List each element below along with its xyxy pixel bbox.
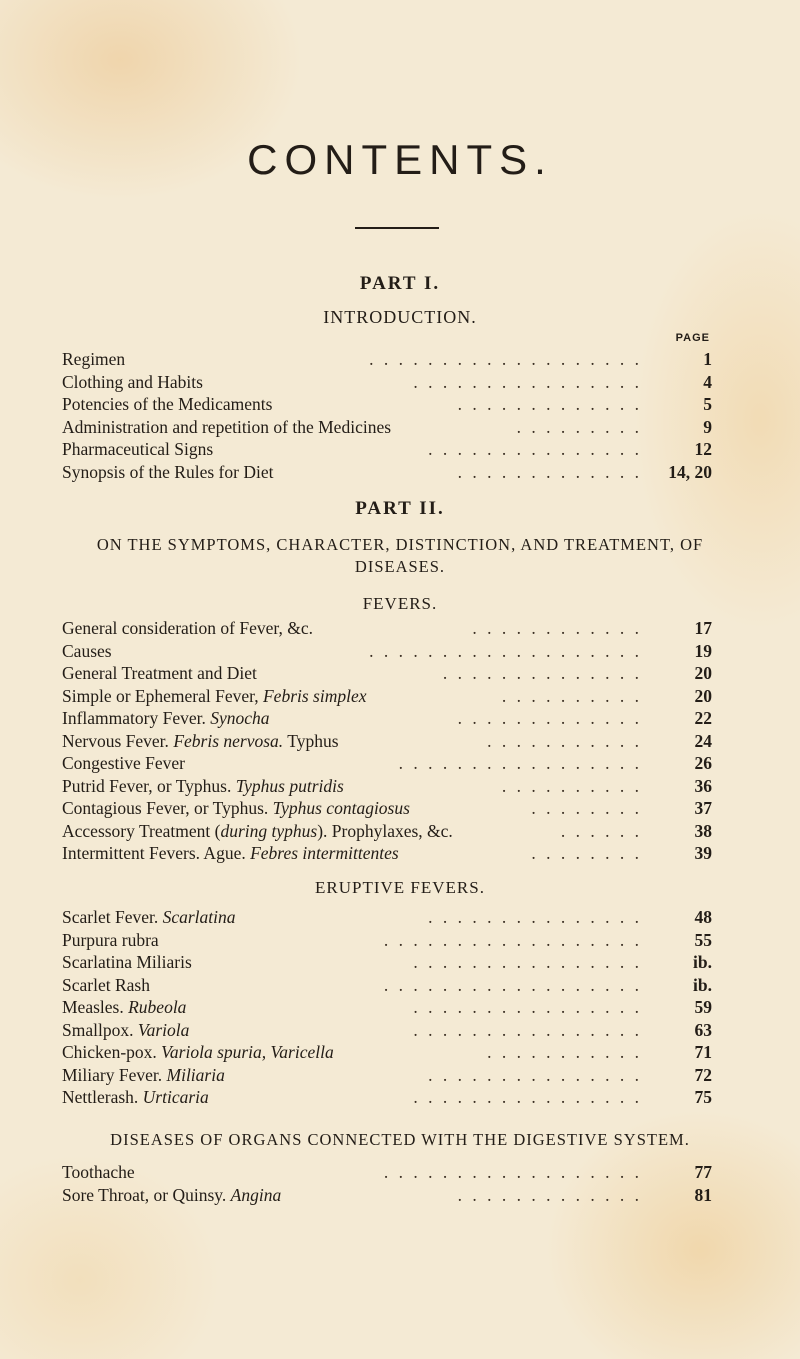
toc-entry-latin-name: Scarlatina — [162, 907, 236, 927]
toc-entry — [62, 438, 712, 461]
toc-entry-title — [62, 820, 453, 843]
toc-entry-text: Regimen — [62, 349, 126, 369]
toc-entry-page: 48 — [694, 907, 712, 927]
dot-leader: . . . . . . . . . . . . . — [457, 708, 642, 728]
toc-entry — [62, 820, 712, 843]
toc-entry-latin-name: Angina — [230, 1184, 282, 1205]
toc-entry-text: Putrid Fever, or Typhus. — [62, 775, 232, 796]
dot-leader: . . . . . . — [560, 820, 642, 841]
dot-leader: . . . . . . . . . . . . . . — [442, 663, 642, 683]
part1-heading: PART I. — [359, 273, 441, 294]
dot-leader: . . . . . . . . . . . . . — [457, 1184, 642, 1205]
toc-entry-title — [62, 929, 159, 952]
toc-entry-text: Toothache — [62, 1162, 135, 1182]
toc-entry-latin-name: Febris nervosa. — [173, 730, 284, 751]
toc-entry-text: Synopsis of the Rules for Diet — [62, 461, 274, 482]
toc-entry-text: Scarlet Fever. — [62, 907, 159, 927]
toc-entry-latin-name: Urticaria — [142, 1087, 209, 1107]
toc-entry-text-suffix: Typhus — [287, 730, 339, 751]
toc-entry-page: 9 — [703, 416, 712, 437]
toc-entry-text: Measles. — [62, 997, 124, 1017]
toc-entry-text: Potencies of the Medicaments — [62, 394, 273, 414]
toc-entry-title — [62, 461, 273, 484]
dot-leader: . . . . . . . . . — [516, 416, 642, 437]
toc-entry-latin-name: Variola — [137, 1019, 190, 1040]
title-rule — [355, 227, 439, 229]
toc-entry-latin-name: Miliaria — [166, 1064, 225, 1085]
dot-leader: . . . . . . . . . . — [501, 685, 642, 706]
toc-entry-text: Contagious Fever, or Typhus. — [62, 798, 269, 818]
toc-entry-page: 71 — [694, 1042, 712, 1062]
toc-entry-page: 81 — [694, 1184, 712, 1205]
toc-entry — [62, 974, 712, 997]
toc-entry-page: 39 — [694, 843, 712, 863]
dot-leader: . . . . . . . . . . . . . . . . . — [398, 753, 642, 773]
dot-leader: . . . . . . . . . . . . . . . . — [413, 1087, 642, 1107]
part1-entries — [62, 348, 712, 483]
toc-entry-title — [62, 662, 257, 685]
dot-leader: . . . . . . . . . . . . . . . . . . . — [369, 349, 642, 369]
toc-entry — [62, 797, 712, 820]
toc-entry-title — [62, 730, 339, 753]
toc-entry-title — [62, 842, 399, 865]
toc-entry-title — [62, 640, 112, 663]
dot-leader: . . . . . . . . . . . — [487, 1042, 642, 1062]
toc-entry-title — [62, 906, 236, 929]
toc-entry — [62, 1086, 712, 1109]
toc-entry-title — [62, 1184, 281, 1207]
dot-leader: . . . . . . . . . . . . . . . . . . . — [369, 640, 642, 661]
toc-entry-page: 19 — [694, 640, 712, 661]
toc-entry-text: Causes — [62, 640, 112, 661]
fevers-entries — [62, 617, 712, 865]
toc-entry-text: Chicken-pox. — [62, 1042, 157, 1062]
toc-entry-page: 63 — [694, 1019, 712, 1040]
toc-entry-latin-name: Variola spuria, Varicella — [161, 1042, 334, 1062]
dot-leader: . . . . . . . . . . . . . . . — [428, 439, 642, 459]
toc-entry-latin-name: Febris simplex — [262, 685, 367, 706]
toc-entry-page: 37 — [694, 798, 712, 818]
toc-entry-title — [62, 951, 192, 974]
digestive-entries — [62, 1161, 712, 1206]
toc-entry-title — [62, 797, 410, 820]
toc-entry — [62, 348, 712, 371]
toc-entry — [62, 1019, 712, 1042]
part2-heading: PART II. — [355, 498, 445, 519]
toc-entry-text: Sore Throat, or Quinsy. — [62, 1184, 227, 1205]
page-title: CONTENTS. — [247, 136, 553, 183]
dot-leader: . . . . . . . . . . . . . . . . — [413, 1019, 642, 1040]
toc-entry-text: Miliary Fever. — [62, 1064, 163, 1085]
toc-entry — [62, 906, 712, 929]
toc-entry-text: Smallpox. — [62, 1019, 134, 1040]
dot-leader: . . . . . . . . . . . . — [472, 618, 642, 638]
toc-entry — [62, 1161, 712, 1184]
toc-entry-text: Administration and repetition of the Medicines — [62, 416, 392, 437]
toc-entry-page: 38 — [694, 820, 712, 841]
toc-entry-title — [62, 775, 344, 798]
toc-entry-text: Scarlet Rash — [62, 974, 150, 995]
toc-entry-page: 20 — [694, 685, 712, 706]
toc-entry-text: Nettlerash. — [62, 1087, 139, 1107]
toc-entry-text: Scarlatina Miliaris — [62, 952, 192, 972]
toc-entry-title — [62, 348, 125, 371]
dot-leader: . . . . . . . . . . . . . . . . . . — [383, 1162, 642, 1182]
toc-entry-page: 1 — [703, 349, 712, 369]
toc-entry-page: 24 — [694, 730, 712, 751]
toc-entry — [62, 707, 712, 730]
toc-entry-page: 26 — [694, 753, 712, 773]
part2-subheading-line2: DISEASES. — [354, 557, 446, 576]
dot-leader: . . . . . . . . . . . . . — [457, 461, 642, 482]
toc-entry-text: General Treatment and Diet — [62, 663, 257, 683]
toc-entry-text: Congestive Fever — [62, 753, 185, 773]
toc-entry-page: 20 — [694, 663, 712, 683]
toc-entry-text: Clothing and Habits — [62, 371, 203, 392]
dot-leader: . . . . . . . . . . . . . . . . . . — [383, 929, 642, 950]
toc-entry — [62, 640, 712, 663]
toc-entry — [62, 1041, 712, 1064]
toc-entry-text: Intermittent Fevers. Ague. — [62, 843, 246, 863]
toc-entry-title — [62, 1161, 135, 1184]
toc-entry-title — [62, 617, 313, 640]
toc-entry — [62, 393, 712, 416]
dot-leader: . . . . . . . . . . . . . — [457, 394, 642, 414]
toc-entry-title — [62, 752, 185, 775]
toc-entry-text: Inflammatory Fever. — [62, 708, 206, 728]
toc-entry — [62, 371, 712, 394]
toc-entry-page: 12 — [694, 439, 712, 459]
dot-leader: . . . . . . . . . . . . . . . — [428, 1064, 642, 1085]
dot-leader: . . . . . . . . . . . . . . . . . . — [383, 974, 642, 995]
dot-leader: . . . . . . . . . . . . . . . . — [413, 997, 642, 1017]
fevers-heading: FEVERS. — [362, 594, 438, 613]
toc-entry-latin-name: Typhus contagiosus — [272, 798, 410, 818]
toc-entry-title — [62, 1019, 189, 1042]
toc-entry-text: Accessory Treatment ( — [62, 820, 221, 841]
toc-entry — [62, 662, 712, 685]
toc-entry-text: Pharmaceutical Signs — [62, 439, 214, 459]
toc-entry — [62, 929, 712, 952]
toc-entry-page: 22 — [694, 708, 712, 728]
toc-entry-title — [62, 416, 391, 439]
part2-subheading-line1: ON THE SYMPTOMS, CHARACTER, DISTINCTION, AND TREATMENT, OF — [96, 535, 704, 554]
toc-entry-latin-name: Synocha — [210, 708, 270, 728]
toc-entry-text: Simple or Ephemeral Fever, — [62, 685, 259, 706]
toc-entry-text: Purpura rubra — [62, 929, 159, 950]
toc-entry-page: 72 — [694, 1064, 712, 1085]
toc-entry-latin-name: during typhus — [220, 820, 318, 841]
toc-entry — [62, 1064, 712, 1087]
toc-entry-title — [62, 707, 270, 730]
toc-entry-page: 36 — [694, 775, 712, 796]
dot-leader: . . . . . . . . — [531, 843, 642, 863]
toc-entry-text: Nervous Fever. — [62, 730, 169, 751]
toc-entry-title — [62, 438, 213, 461]
toc-entry — [62, 752, 712, 775]
toc-entry-page: 14, 20 — [668, 461, 712, 482]
toc-entry-title — [62, 685, 367, 708]
toc-entry-text-suffix: ). Prophylaxes, &c. — [317, 820, 453, 841]
toc-entry — [62, 842, 712, 865]
toc-entry-page: 17 — [694, 618, 712, 638]
toc-entry — [62, 461, 712, 484]
toc-entry-title — [62, 1041, 334, 1064]
toc-entry-title — [62, 996, 186, 1019]
toc-entry-title — [62, 393, 272, 416]
toc-entry-page: 55 — [694, 929, 712, 950]
toc-entry-title — [62, 974, 150, 997]
dot-leader: . . . . . . . . . . . . . . . . — [413, 371, 642, 392]
toc-entry-latin-name: Febres intermittentes — [250, 843, 399, 863]
toc-entry-page: 4 — [703, 371, 712, 392]
dot-leader: . . . . . . . . — [531, 798, 642, 818]
toc-entry — [62, 1184, 712, 1207]
toc-entry-page: 75 — [694, 1087, 712, 1107]
toc-entry-title — [62, 371, 203, 394]
toc-entry-text: General consideration of Fever, &c. — [62, 618, 314, 638]
page-column-label: PAGE — [675, 332, 710, 344]
toc-entry — [62, 775, 712, 798]
toc-entry — [62, 730, 712, 753]
toc-entry-page: ib. — [693, 952, 712, 972]
eruptive-entries — [62, 906, 712, 1109]
toc-entry — [62, 996, 712, 1019]
toc-entry — [62, 416, 712, 439]
toc-entry — [62, 951, 712, 974]
dot-leader: . . . . . . . . . . . — [487, 730, 642, 751]
part1-subheading: INTRODUCTION. — [323, 307, 477, 327]
toc-entry-title — [62, 1086, 209, 1109]
dot-leader: . . . . . . . . . . . . . . . . — [413, 952, 642, 972]
toc-entry — [62, 685, 712, 708]
toc-entry-page: ib. — [693, 974, 712, 995]
toc-entry-latin-name: Typhus putridis — [235, 775, 344, 796]
toc-entry-latin-name: Rubeola — [128, 997, 187, 1017]
toc-entry-page: 5 — [703, 394, 712, 414]
toc-entry — [62, 617, 712, 640]
toc-entry-page: 59 — [694, 997, 712, 1017]
dot-leader: . . . . . . . . . . — [501, 775, 642, 796]
toc-entry-page: 77 — [694, 1162, 712, 1182]
eruptive-fevers-heading: ERUPTIVE FEVERS. — [315, 878, 485, 897]
digestive-heading: DISEASES OF ORGANS CONNECTED WITH THE DIGESTIVE SYSTEM. — [110, 1130, 690, 1149]
toc-entry-title — [62, 1064, 225, 1087]
dot-leader: . . . . . . . . . . . . . . . — [428, 907, 642, 927]
